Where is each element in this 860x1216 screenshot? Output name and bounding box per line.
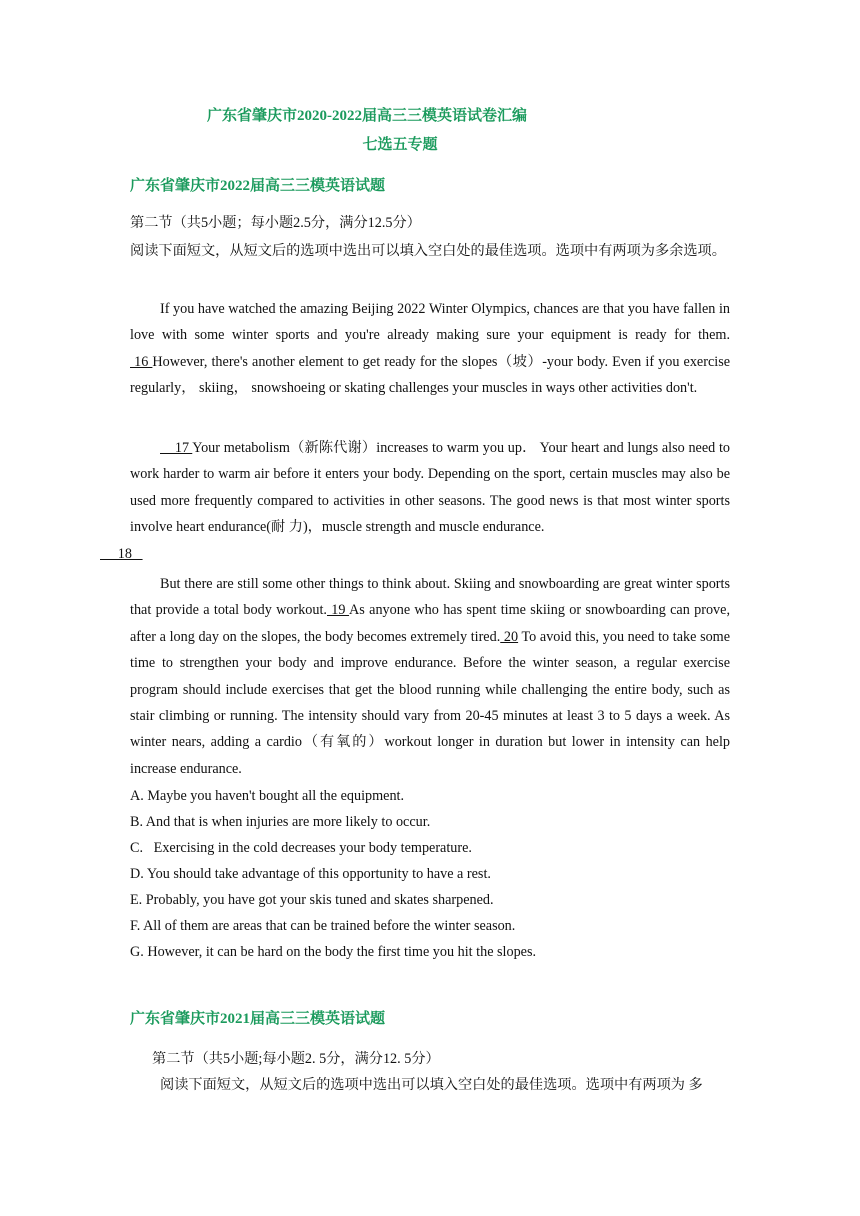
option-d: D. You should take advantage of this opportunity to have a rest.	[130, 866, 491, 882]
part-label-2021: 第二节（共5小题;每小题2. 5分，满分12. 5分）	[152, 1051, 440, 1067]
blank-18: 18	[100, 545, 143, 562]
instruction-2022: 阅读下面短文，从短文后的选项中选出可以填入空白处的最佳选项。选项中有两项为多余选项。	[130, 243, 726, 259]
document-title: 广东省肇庆市2020-2022届高三三模英语试卷汇编	[207, 108, 527, 124]
option-g: G. However, it can be hard on the body the first time you hit the slopes.	[130, 944, 537, 960]
document-subtitle: 七选五专题	[362, 137, 438, 153]
blank-19: 19	[326, 602, 350, 619]
passage-text: Your metabolism（新陈代谢）increases to warm you up． Your heart and lungs also need to work harder to warm air before it enters your body. Depending on the sport, certain muscles may also be used more frequently compared to activities in other seasons. The good news is that most winter sports involve heart endurance(耐 力)，muscle strength and muscle endurance.	[130, 440, 730, 536]
passage-paragraph-3	[130, 571, 730, 782]
passage-text: As anyone who has spent time skiing or snowboarding can prove, after a long day on the slopes, the body becomes extremely tired.	[130, 602, 730, 645]
blank-17: 17	[160, 440, 193, 456]
option-e: E. Probably, you have got your skis tuned and skates sharpened.	[130, 892, 494, 908]
part-label-2022: 第二节（共5小题；每小题2.5分，满分12.5分）	[130, 215, 421, 231]
section-heading-2022: 广东省肇庆市2022届高三三模英语试题	[130, 178, 386, 194]
blank-20: 20	[500, 628, 519, 645]
passage-text: However, there's another element to get ready for the slopes（坡）-your body. Even if you exercise regularly， skiing， snowshoeing or skating challenges your muscles in ways other activities don't.	[130, 353, 731, 397]
passage-paragraph-2	[100, 435, 730, 567]
option-c: C. Exercising in the cold decreases your body temperature.	[130, 840, 472, 856]
passage-text: But there are still some other things to think about. Skiing and snowboarding are great winter sports that provide a total body workout.	[130, 576, 730, 619]
passage-text: To avoid this, you need to take some time to strengthen your body and improve endurance. Before the winter season, a regular exercise program should include exercises that get the blood running while challenging the entire body, such as stair climbing or running. The intensity should vary from 20-45 minutes at least 3 to 5 days a week. As winter nears, adding a cardio（有氧的）workout longer in duration but lower in intensity can help increase endurance.	[130, 628, 731, 777]
option-a: A. Maybe you haven't bought all the equipment.	[130, 788, 405, 804]
blank-16: 16	[130, 353, 153, 370]
passage-text: If you have watched the amazing Beijing 2022 Winter Olympics, chances are that you have fallen in love with some winter sports and you're already making sure your equipment is ready for them.	[130, 301, 730, 344]
instruction-2021: 阅读下面短文，从短文后的选项中选出可以填入空白处的最佳选项。选项中有两项为 多	[160, 1077, 703, 1093]
option-f: F. All of them are areas that can be trained before the winter season.	[130, 918, 516, 934]
option-b: B. And that is when injuries are more likely to occur.	[130, 814, 431, 830]
section-heading-2021: 广东省肇庆市2021届高三三模英语试题	[130, 1011, 386, 1027]
passage-paragraph-1	[130, 296, 730, 402]
